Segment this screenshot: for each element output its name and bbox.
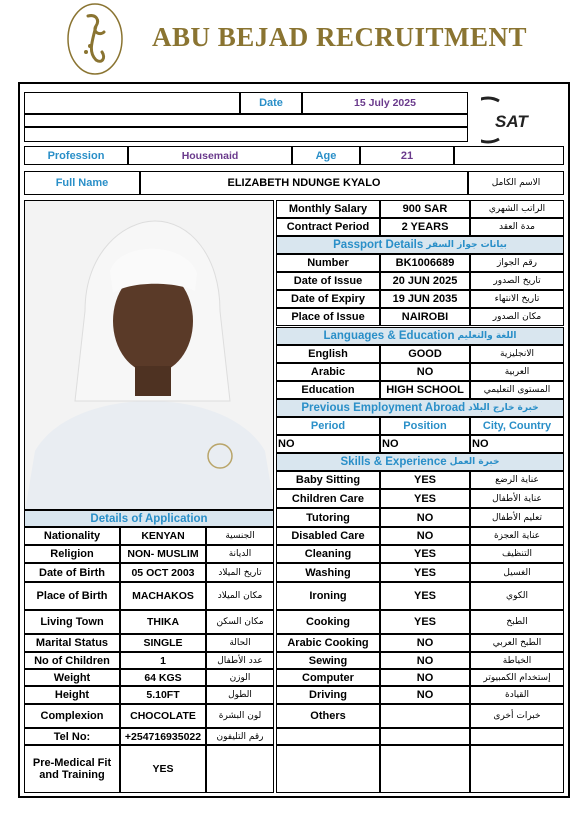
application-value: MACHAKOS <box>120 582 206 610</box>
skills.rows-value: YES <box>380 610 470 634</box>
passport.rows-label: Number <box>276 254 380 272</box>
passport.rows-value: BK1006689 <box>380 254 470 272</box>
languages-band-text: Languages & Education <box>323 330 455 342</box>
skills.rows-label: Driving <box>276 686 380 704</box>
application-ar: لون البشرة <box>206 704 274 728</box>
application-value: YES <box>120 745 206 793</box>
passport.rows-value: 20 JUN 2025 <box>380 272 470 290</box>
skills.rows-value: NO <box>380 527 470 545</box>
skills.rows-ar: عناية العجزة <box>470 527 564 545</box>
skills.rows-ar: القيادة <box>470 686 564 704</box>
employment-band-ar: خبرة خارج البلاد <box>468 403 539 413</box>
skills.rows-ar: الغسيل <box>470 563 564 582</box>
application-value: +254716935022 <box>120 728 206 745</box>
languages.rows-label: English <box>276 345 380 363</box>
application-ar: الوزن <box>206 669 274 686</box>
passport.rows-value: 19 JUN 2035 <box>380 290 470 308</box>
blank-cell <box>380 745 470 793</box>
passport.rows-label: Date of Issue <box>276 272 380 290</box>
skills.rows-label: Washing <box>276 563 380 582</box>
blank-cell <box>454 146 564 165</box>
application-value: 1 <box>120 652 206 669</box>
skills.rows-value: YES <box>380 563 470 582</box>
languages.rows-label: Education <box>276 381 380 399</box>
application-ar: الجنسية <box>206 527 274 545</box>
passport.rows-ar: مكان الصدور <box>470 308 564 326</box>
right_top-value: 2 YEARS <box>380 218 470 236</box>
right_top-label: Contract Period <box>276 218 380 236</box>
skills-band-ar: خبرة العمل <box>449 457 500 467</box>
right_top-value: 900 SAR <box>380 200 470 218</box>
skills.rows-value: YES <box>380 471 470 489</box>
skills.rows-value: YES <box>380 545 470 563</box>
application-ar: الحالة <box>206 634 274 652</box>
passport.rows-ar: تاريخ الصدور <box>470 272 564 290</box>
application-label: Nationality <box>24 527 120 545</box>
application-value: 05 OCT 2003 <box>120 563 206 582</box>
date-value: 15 July 2025 <box>302 92 468 114</box>
candidate-photo <box>24 200 274 510</box>
fullname-ar: الاسم الكامل <box>468 171 564 195</box>
blank-cell <box>380 728 470 745</box>
age-value: 21 <box>360 146 454 165</box>
application-value: 5.10FT <box>120 686 206 704</box>
skills-band-text: Skills & Experience <box>340 456 447 468</box>
employment-value: NO <box>276 435 380 453</box>
application-ar: الديانة <box>206 545 274 563</box>
skills.rows-label: Arabic Cooking <box>276 634 380 652</box>
blank-row <box>24 114 468 127</box>
application-value: 64 KGS <box>120 669 206 686</box>
skills.rows-ar: إستخدام الكمبيوتر <box>470 669 564 686</box>
application-value: CHOCOLATE <box>120 704 206 728</box>
skills.rows-ar: التنظيف <box>470 545 564 563</box>
skills-band <box>276 453 564 471</box>
skills.rows-label: Ironing <box>276 582 380 610</box>
skills.rows-value: NO <box>380 508 470 527</box>
skills.rows-value: NO <box>380 669 470 686</box>
fullname-label: Full Name <box>24 171 140 195</box>
right_top-ar: مدة العقد <box>470 218 564 236</box>
languages.rows-value: HIGH SCHOOL <box>380 381 470 399</box>
application-ar: مكان السكن <box>206 610 274 634</box>
application-ar: مكان الميلاد <box>206 582 274 610</box>
passport.rows-label: Place of Issue <box>276 308 380 326</box>
employment-header: City, Country <box>470 417 564 435</box>
skills.rows-value <box>380 704 470 728</box>
languages.rows-ar: العربية <box>470 363 564 381</box>
blank-cell <box>470 745 564 793</box>
employment-header: Period <box>276 417 380 435</box>
application-label: Complexion <box>24 704 120 728</box>
skills.rows-label: Tutoring <box>276 508 380 527</box>
skills.rows-value: NO <box>380 652 470 669</box>
skills.rows-label: Computer <box>276 669 380 686</box>
profession-value: Housemaid <box>128 146 292 165</box>
company-name: ABU BEJAD RECRUITMENT <box>152 22 528 52</box>
application-value: SINGLE <box>120 634 206 652</box>
skills.rows-label: Sewing <box>276 652 380 669</box>
company-logo <box>66 2 124 76</box>
application-label: Weight <box>24 669 120 686</box>
right_top-ar: الراتب الشهري <box>470 200 564 218</box>
application-ar: الطول <box>206 686 274 704</box>
languages-band-ar: اللغة والتعليم <box>457 331 517 341</box>
blank-cell <box>470 728 564 745</box>
application-value: THIKA <box>120 610 206 634</box>
sat-logo-text: SAT <box>495 111 528 131</box>
passport.rows-value: NAIROBI <box>380 308 470 326</box>
passport.rows-ar: تاريخ الانتهاء <box>470 290 564 308</box>
blank-row <box>24 127 468 142</box>
skills.rows-label: Children Care <box>276 489 380 508</box>
application-label: Living Town <box>24 610 120 634</box>
skills.rows-value: NO <box>380 634 470 652</box>
application-ar: رقم التليفون <box>206 728 274 745</box>
skills.rows-label: Cooking <box>276 610 380 634</box>
application-label: Place of Birth <box>24 582 120 610</box>
skills.rows-value: NO <box>380 686 470 704</box>
application-band-text: Details of Application <box>90 512 208 525</box>
application-label: Religion <box>24 545 120 563</box>
employment-value: NO <box>470 435 564 453</box>
languages-band <box>276 327 564 345</box>
skills.rows-ar: تعليم الأطفال <box>470 508 564 527</box>
application-ar: تاريخ الميلاد <box>206 563 274 582</box>
skills.rows-label: Others <box>276 704 380 728</box>
age-label: Age <box>292 146 360 165</box>
blank-cell <box>276 728 380 745</box>
skills.rows-ar: الخياطة <box>470 652 564 669</box>
skills.rows-ar: الطبخ <box>470 610 564 634</box>
blank-cell <box>276 745 380 793</box>
skills.rows-label: Baby Sitting <box>276 471 380 489</box>
application-label: Tel No: <box>24 728 120 745</box>
languages.rows-ar: المستوى التعليمي <box>470 381 564 399</box>
application-value: NON- MUSLIM <box>120 545 206 563</box>
skills.rows-ar: عناية الأطفال <box>470 489 564 508</box>
passport-band <box>276 236 564 254</box>
skills.rows-ar: خبرات أخرى <box>470 704 564 728</box>
application-ar <box>206 745 274 793</box>
passport-band-ar: بيانات جواز السفر <box>426 240 507 250</box>
application-ar: عدد الأطفال <box>206 652 274 669</box>
application-label: No of Children <box>24 652 120 669</box>
blank-cell <box>24 92 240 114</box>
application-label: Pre-Medical Fit and Training <box>24 745 120 793</box>
passport-band-text: Passport Details <box>333 239 424 251</box>
skills.rows-ar: عناية الرضع <box>470 471 564 489</box>
languages.rows-value: NO <box>380 363 470 381</box>
languages.rows-label: Arabic <box>276 363 380 381</box>
fullname-value: ELIZABETH NDUNGE KYALO <box>140 171 468 195</box>
skills.rows-ar: الطبخ العربي <box>470 634 564 652</box>
right_top-label: Monthly Salary <box>276 200 380 218</box>
profession-label: Profession <box>24 146 128 165</box>
application-label: Height <box>24 686 120 704</box>
application-value: KENYAN <box>120 527 206 545</box>
sat-logo <box>480 92 552 147</box>
skills.rows-label: Cleaning <box>276 545 380 563</box>
employment-band-text: Previous Employment Abroad <box>301 402 466 414</box>
employment-value: NO <box>380 435 470 453</box>
skills.rows-value: YES <box>380 582 470 610</box>
passport.rows-label: Date of Expiry <box>276 290 380 308</box>
passport.rows-ar: رقم الجواز <box>470 254 564 272</box>
application-label: Date of Birth <box>24 563 120 582</box>
date-label: Date <box>240 92 302 114</box>
languages.rows-ar: الانجليزية <box>470 345 564 363</box>
skills.rows-ar: الكوي <box>470 582 564 610</box>
employment-band <box>276 399 564 417</box>
application-label: Marital Status <box>24 634 120 652</box>
skills.rows-label: Disabled Care <box>276 527 380 545</box>
skills.rows-value: YES <box>380 489 470 508</box>
languages.rows-value: GOOD <box>380 345 470 363</box>
application-band <box>24 510 274 527</box>
employment-header: Position <box>380 417 470 435</box>
